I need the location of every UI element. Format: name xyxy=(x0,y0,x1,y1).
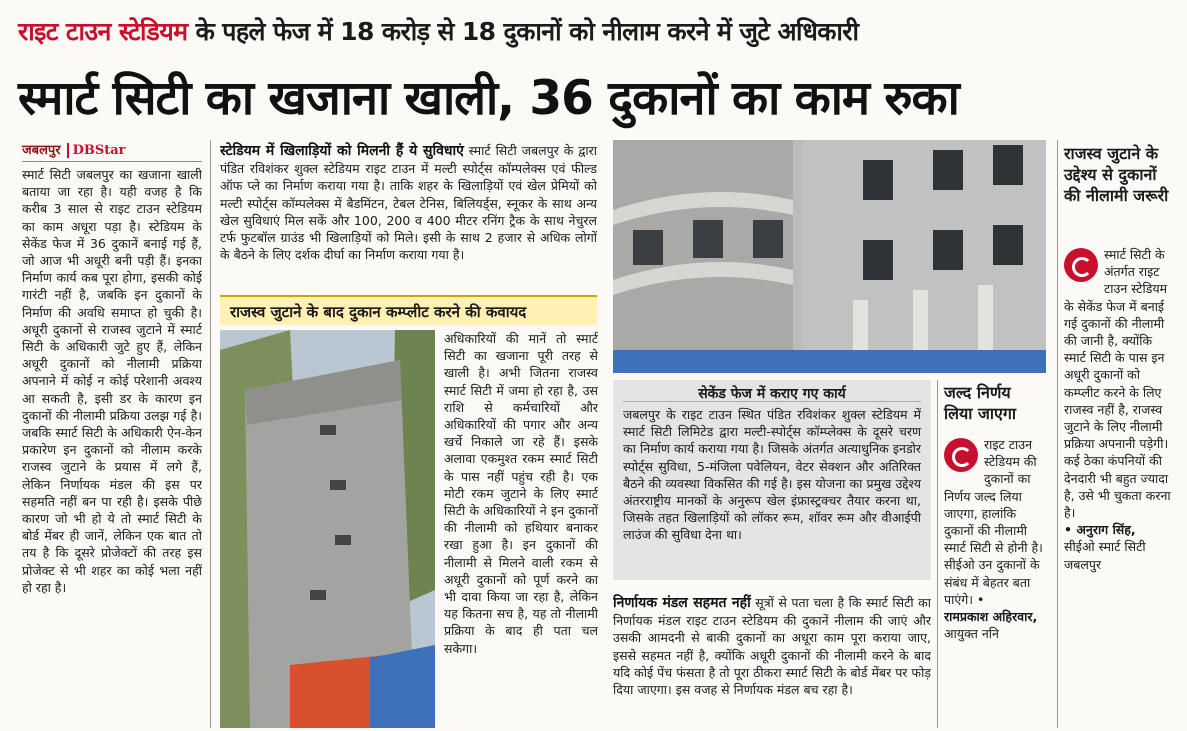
kicker-text: के पहले फेज में 18 करोड़ से 18 दुकानों को नीलाम करने में जुटे अधिकारी xyxy=(187,17,859,46)
facilities-body: स्मार्ट सिटी जबलपुर के द्वारा पंडित रविशंकर शुक्ल स्टेडियम राइट टाउन में मल्टी स्पोर्ट्स कॉम्पलेक्स एवं फील्ड ऑफ प्ले का निर्माण कराया गया है। ताकि शहर के खिलाड़ियों एवं खेल प्रेमियों को मल्टी स्पोर्ट्स कॉम्पलेक्स में बैडमिंटन, टेबल टेनिस, बिलियर्ड्स, स्नूकर के साथ अन्य खेल सुविधाएं मिल सकें और 100, 200 व 400 मीटर रनिंग ट्रैक के साथ नेचुरल टर्फ फुटबॉल ग्राउंड भी खिलाड़ियों को मिले। इसी के साथ 2 हजार से अधिक लोगों के बैठने के लिए दर्शक दीर्घा का निर्माण कराया गया है। xyxy=(220,143,597,263)
jury-body: सूत्रों से पता चला है कि स्मार्ट सिटी का निर्णायक मंडल राइट टाउन स्टेडियम की दुकानें नीलाम की जाएं और उसकी आमदनी से बाकी दुकानों का अधूरा काम पूरा कराया जाए, इससे सहमत नहीं है, क्योंकि अधूरी दुकानों की नीलामी करने के बाद यदि कोई पेंच फंसता है तो पूरा ठीकरा स्मार्ट सिटी के बोर्ड मेंबर पर फोड़ दिया जाएगा। इस वजह से निर्णायक मंडल बच रहा है। xyxy=(613,595,931,698)
quote1-name: रामप्रकाश अहिरवार, xyxy=(944,609,1038,625)
quote2-heading: राजस्व जुटाने के उद्देश्य से दुकानों की नीलामी जरूरी xyxy=(1064,144,1169,205)
quote-logo-icon xyxy=(944,438,978,472)
jury-article xyxy=(613,594,931,728)
quote2-body: स्मार्ट सिटी के अंतर्गत राइट टाउन स्टेडियम के सेकेंड फेज में बनाई गई दुकानों की नीलामी की जानी है, क्योंकि स्मार्ट सिटी के पास इन अधूरी दुकानों को कम्प्लीट करने के लिए राजस्व नहीं है, राजस्व जुटाने के लिए नीलामी प्रक्रिया अपनानी पड़ेगी। कई ठेका कंपनियों की देनदारी भी बहुत ज्यादा है, उसे भी चुकता करना है। xyxy=(1064,247,1171,521)
column-divider xyxy=(210,140,211,728)
column-divider xyxy=(1057,140,1058,728)
jury-subhead: निर्णायक मंडल सहमत नहीं xyxy=(613,595,751,611)
building-photo-1 xyxy=(613,140,1046,373)
facilities-subhead: स्टेडियम में खिलाड़ियों को मिलनी हैं ये सुविधाएं xyxy=(220,143,464,159)
quote2-block xyxy=(1064,246,1174,728)
quote2-role: सीईओ स्मार्ट सिटी जबलपुर xyxy=(1064,539,1146,572)
quote1-block xyxy=(944,436,1044,728)
quote1-body: राइट टाउन स्टेडियम की दुकानों का निर्णय जल्द लिया जाएगा, हालांकि दुकानों की नीलामी स्मार्ट सिटी से होनी है। सीईओ उन दुकानों के संबंध में बेहतर बता पाएंगे। • xyxy=(944,437,1043,607)
column-1-text: स्मार्ट सिटी जबलपुर का खजाना खाली बताया जा रहा है। यही वजह है कि करीब 3 साल से राइट टाउन स्टेडियम का काम अधूरा पड़ा है। स्टेडियम के सेकेंड फेज में 36 दुकानें बनाई गई हैं, जो आज भी अधूरी बनी पड़ी हैं। इनका निर्माण कार्य कब पूरा होगा, इसकी कोई गारंटी नहीं है, जबकि इन दुकानों के निर्माण की अवधि समाप्त हो चुकी है। अधूरी दुकानों से राजस्व जुटाने में स्मार्ट सिटी के अधिकारी जुटे हुए हैं, लेकिन अधूरी दुकानों को नीलामी प्रक्रिया अपनाने में कोई न कोई परेशानी अवश्य आ सकती है, इसी डर के कारण इन दुकानों की नीलामी प्रक्रिया उलझ गई है। जबकि स्मार्ट सिटी के अधिकारी ऐन-केन प्रकारेण इन दुकानों को नीलाम करके राजस्व जुटाने के प्रयास में लगे हैं, लेकिन निर्णायक मंडल की इस पर सहमति नहीं बन पा रही है। इसके पीछे कारण जो भी हो ये तो स्मार्ट सिटी के बोर्ड मेंबर ही जानें, लेकिन एक बात तो तय है कि दूसरे प्रोजेक्टों की तरह इस प्रोजेक्ट से भी शहर का कोई भला नहीं हो रहा है। xyxy=(22,167,202,595)
kicker-highlight: राइट टाउन स्टेडियम xyxy=(18,17,188,46)
byline-city: जबलपुर xyxy=(22,143,61,158)
quote1-role: आयुक्त ननि xyxy=(944,626,999,642)
kicker-headline xyxy=(18,14,1168,58)
facilities-article xyxy=(220,142,597,292)
panel-title: सेकेंड फेज में कराए गए कार्य xyxy=(623,380,921,402)
byline xyxy=(22,140,202,162)
quote-logo-icon xyxy=(1064,248,1098,282)
panel-body: जबलपुर के राइट टाउन स्थित पंडित रविशंकर शुक्ल स्टेडियम में स्मार्ट सिटी लिमिटेड द्वारा मल्टी-स्पोर्ट्स कॉम्प्लेक्स के दूसरे चरण का निर्माण कार्य कराया गया है। जिसके अंतर्गत अत्याधुनिक इनडोर स्पोर्ट्स सुविधा, 5-मंजिला पवेलियन, वेटर सेक्शन और अतिरिक्त बैठने की व्यवस्था विकसित की गई है। इस योजना का प्रमुख उद्देश्य अंतरराष्ट्रीय मानकों के अनुरूप खेल इंफ्रास्ट्रक्चर तैयार करना था, जिसके तहत खिलाड़ियों को लॉकर रूम, शॉवर रूम और वीआईपी लाउंज की सुविधा देना था। xyxy=(623,407,921,543)
second-phase-panel xyxy=(613,380,931,580)
column-divider xyxy=(937,380,938,728)
byline-brand-logo: DBStar xyxy=(67,143,126,158)
building-photo-2 xyxy=(220,330,435,728)
box-subheading: राजस्व जुटाने के बाद दुकान कम्प्लीट करने की कवायद xyxy=(220,295,597,325)
quote1-heading: जल्द निर्णय लिया जाएगा xyxy=(944,383,1017,423)
quote2-name: • अनुराग सिंह, xyxy=(1064,522,1136,538)
column-3-text: अधिकारियों की मानें तो स्मार्ट सिटी का खजाना पूरी तरह से खाली है। अभी जितना राजस्व स्मार्ट सिटी में जमा हो रहा है, उस राशि से कर्मचारियों और अधिकारियों की पगार और अन्य खर्चे निकाले जा रहे हैं। इसके अलावा एकमुश्त रकम स्मार्ट सिटी के पास नहीं पहुंच रही है। एक मोटी रकम जुटाने के लिए स्मार्ट सिटी के अधिकारियों ने इन दुकानों की नीलामी को हथियार बनाकर रखा हुआ है। इन दुकानों की नीलामी से मिलने वाली रकम से अधूरी दुकानों को पूर्ण करने का भी दावा किया जा रहा है, लेकिन यह कितना सच है, यह तो नीलामी प्रक्रिया के बाद ही पता चल सकेगा। xyxy=(444,331,598,656)
main-headline: स्मार्ट सिटी का खजाना खाली, 36 दुकानों का काम रुका xyxy=(18,71,959,126)
